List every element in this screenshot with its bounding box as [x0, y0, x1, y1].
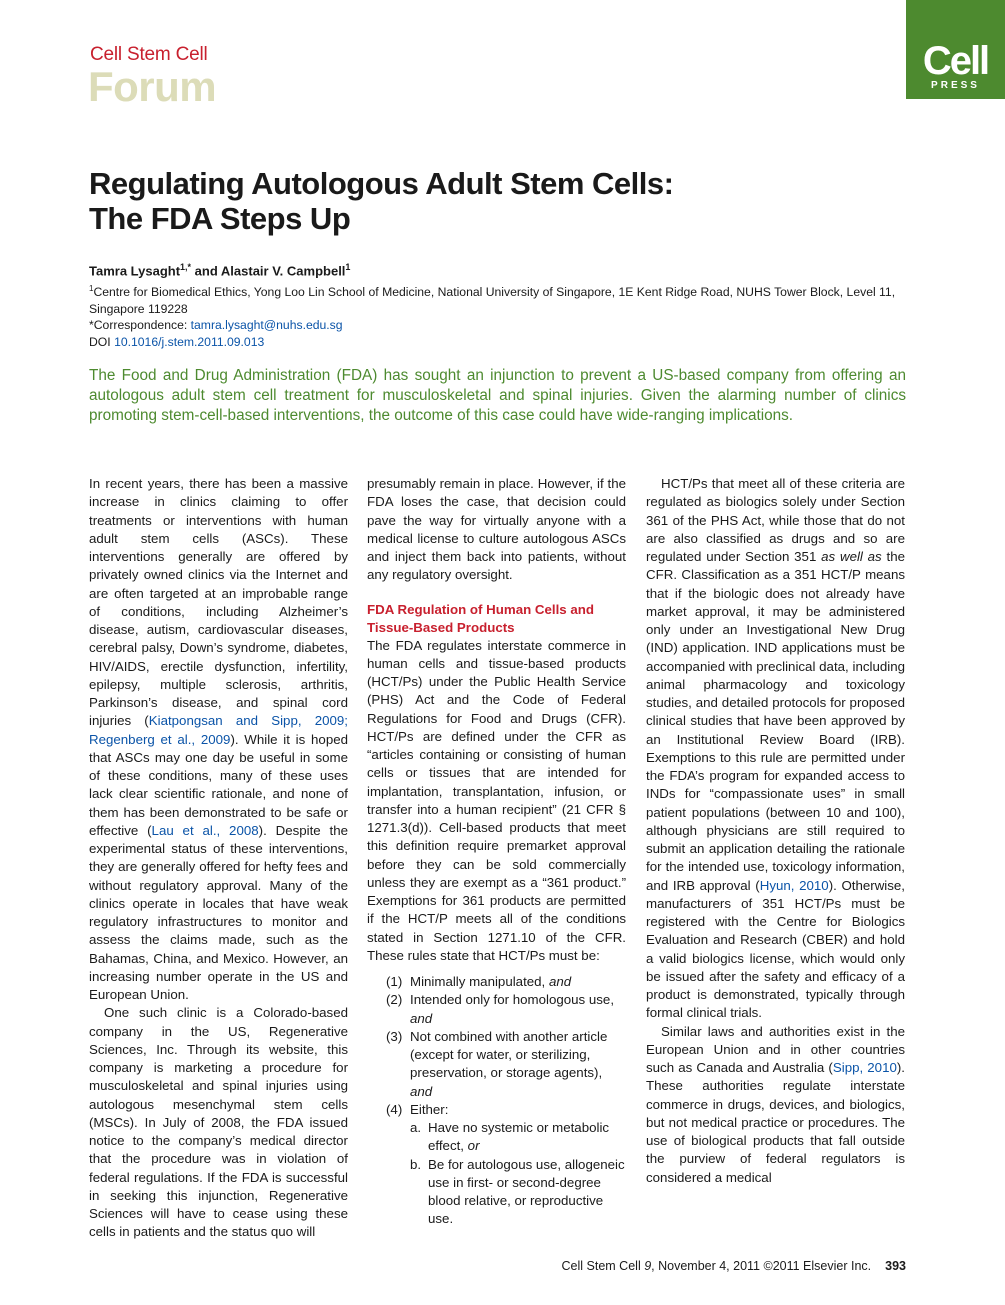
list-number: (3)	[386, 1028, 403, 1044]
logo-sub-text: PRESS	[931, 80, 980, 91]
list-item	[367, 973, 626, 991]
sublist-text: Have no systemic or metabolic effect,	[428, 1120, 610, 1154]
column-3	[646, 475, 905, 1187]
ref-link-kiatpongsan[interactable]: Kiatpongsan and Sipp, 2009; Regenberg et al., 2009	[89, 713, 348, 747]
author-and: and	[191, 263, 221, 279]
p5-text-a: Similar laws and authorities exist in the European Union and in other countries such as Canada and Australia (	[646, 1023, 905, 1075]
article-title	[89, 166, 909, 236]
logo-main-text: Cell	[922, 39, 989, 83]
p1-text-a: In recent years, there has been a massive increase in clinics claiming to offer treatments or interventions with human adult stem cells (ASCs). These interventions generally are offered by privately owned clinics via the Internet and are often targeted at an improbable range of conditions, including Alzheimer’s disease, autism, cardiovascular diseases, cerebral palsy, Down’s syndrome, diabetes, HIV/AIDS, erectile dysfunction, infertility, epilepsy, multiple sclerosis, arthritis, Parkinson’s disease, and spinal cord injuries (	[89, 476, 348, 729]
page-footer	[562, 1259, 906, 1273]
cell-press-logo-icon	[906, 0, 1005, 99]
sublist-item	[410, 1119, 626, 1156]
list-text: Not combined with another article (except for water, or sterilizing, preservation, or storage agents),	[410, 1028, 608, 1081]
abstract: The Food and Drug Administration (FDA) has sought an injunction to prevent a US-based company from offering an autologous adult stem cell treatment for musculoskeletal and spinal injuries. Given the alarming number of clinics promoting stem-cell-based interventions, the outcome of this case could have wide-ranging implications.	[89, 367, 906, 424]
title-line-2: The FDA Steps Up	[89, 201, 351, 236]
author-1: Tamra Lysaght	[89, 263, 181, 279]
p1-text-c: ). Despite the experimental status of these interventions, they are generally offered for hefty fees and without regulatory approval. Many of the clinics operate in locales that have weak regulatory infrastructures to monitor and assess the claims made, such as the Bahamas, China, and Mexico. However, an increasing number operate in the US and European Union.	[89, 822, 348, 1002]
affiliation-block	[89, 281, 909, 350]
affiliation: Centre for Biomedical Ethics, Yong Loo Lin School of Medicine, National University of Singapore, 1E Kent Ridge Road, NUHS Tower Block, Level 11, Singapore 119228	[89, 285, 896, 316]
ref-link-lau[interactable]: Lau et al., 2008	[151, 822, 259, 838]
list-number: (4)	[386, 1101, 403, 1117]
p5-text-b: ). These authorities regulate interstate commerce in drugs, devices, and biologics, but not medical practice or procedures. The use of biological products that fall outside the purview of federal regulators is considered a medical	[646, 1060, 905, 1185]
ref-link-sipp[interactable]: Sipp, 2010	[832, 1060, 897, 1075]
sublist-conjunction: or	[467, 1138, 480, 1154]
doi-label: DOI	[89, 334, 115, 349]
p4-text-c: ). Otherwise, manufacturers of 351 HCT/Ps must be registered with the Centre for Biologics Evaluation and Research (CBER) and hold a valid biologics license, which would only be issued after the safety and efficacy of a product is demonstrated, typically through formal clinical trials.	[646, 877, 906, 1021]
list-number: (1)	[386, 974, 403, 989]
paragraph-5	[646, 1023, 905, 1187]
criteria-list	[367, 973, 626, 1229]
footer-citation-b: , November 4, 2011 ©2011 Elsevier Inc.	[651, 1259, 872, 1273]
sublist-letter: b.	[410, 1156, 422, 1172]
p4-text-a: HCT/Ps that meet all of these criteria are regulated as biologics solely under Section 361 of the PHS Act, while those that do not are also classified as drugs and so are regulated under Section 351	[646, 476, 905, 564]
paragraph-2: One such clinic is a Colorado-based company in the US, Regenerative Sciences, Inc. Through its website, this company is marketing a procedure for musculoskeletal and spinal injuries using autologous mesenchymal stem cells (MSCs). In July of 2008, the FDA issued notice to the company’s medical director that the procedure was in violation of federal regulations. If the FDA is successful in seeking this injunction, Regenerative Sciences will have to cease using these cells in patients and the status quo will	[89, 1005, 348, 1240]
sublist-letter: a.	[410, 1120, 422, 1135]
section-label: Forum	[88, 63, 217, 110]
column-2	[367, 475, 626, 1229]
sublist-item	[410, 1156, 626, 1229]
footer-volume: 9	[644, 1259, 652, 1273]
column-1	[89, 475, 348, 1242]
p1-text-b: ). While it is hoped that ASCs may one day be useful in some of these conditions, many of these uses lack clear scientific rationale, and none of them has been demonstrated to be safe or effective (	[89, 731, 348, 838]
footer-citation-a: Cell Stem Cell	[561, 1259, 645, 1273]
page-number: 393	[885, 1259, 906, 1273]
paragraph-3: The FDA regulates interstate commerce in human cells and tissue-based products (HCT/Ps) under the Public Health Service (PHS) Act and the Code of Federal Regulations for Food and Drugs (CFR). HCT/Ps are defined under the CFR as “articles containing or consisting of human cells or tissues that are intended for implantation, transplantation, infusion, or transfer into a human recipient” (21 CFR § 1271.3(d)). Cell-based products that meet this definition require premarket approval before they can be sold commercially unless they are exempt as a “361 product.” Exemptions for 361 products are permitted if the HCT/P meets all of the conditions stated in Section 1271.10 of the CFR. These rules state that HCT/Ps must be:	[367, 637, 626, 963]
title-line-1: Regulating Autologous Adult Stem Cells:	[89, 166, 674, 201]
affil-marker: 1	[89, 284, 94, 293]
list-conjunction: and	[548, 974, 572, 989]
list-text: Either:	[410, 1101, 449, 1117]
author-2-affil: 1	[345, 262, 351, 272]
paragraph-2-continued: presumably remain in place. However, if the FDA loses the case, that decision could pave the way for virtually anyone with a medical license to culture autologous ASCs and inject them back into patients, without any regulatory oversight.	[367, 476, 626, 583]
list-item	[367, 991, 626, 1028]
author-1-affil: 1,*	[180, 262, 192, 272]
author-list	[89, 262, 350, 278]
list-text: Minimally manipulated,	[410, 974, 549, 989]
correspondence-label: *Correspondence:	[89, 318, 191, 333]
list-conjunction: and	[410, 1083, 433, 1099]
journal-name: Cell Stem Cell	[90, 44, 208, 65]
list-item	[367, 1101, 626, 1229]
criteria-sublist	[410, 1119, 626, 1229]
correspondence-email-link[interactable]: tamra.lysaght@nuhs.edu.sg	[190, 318, 343, 333]
list-conjunction: and	[410, 1010, 433, 1026]
author-2: Alastair V. Campbell	[220, 263, 346, 279]
doi-link[interactable]: 10.1016/j.stem.2011.09.013	[114, 334, 265, 349]
section-heading-fda-regulation: FDA Regulation of Human Cells and Tissue-Based Products	[367, 601, 595, 635]
paragraph-1	[89, 475, 348, 1004]
p4-text-b: the CFR. Classification as a 351 HCT/P means that if the biologic does not already have market approval, it may be administered only under an Investigational New Drug (IND) application. IND applications must be accompanied with preclinical data, including animal pharmacology and toxicology studies, and detailed protocols for proposed clinical studies that have been approved by an Institutional Review Board (IRB). Exemptions to this rule are permitted under the FDA’s program for expanded access to INDs for “compassionate uses” in small patient populations (between 10 and 100), although physicians are still required to submit an application detailing the rationale for the intended use, toxicology information, and IRB approval (	[646, 549, 905, 893]
p4-emphasis: as well as	[821, 549, 882, 564]
ref-link-hyun[interactable]: Hyun, 2010	[759, 877, 829, 893]
list-text: Intended only for homologous use,	[410, 992, 615, 1008]
list-number: (2)	[386, 992, 403, 1008]
paragraph-4	[646, 475, 905, 1023]
list-item	[367, 1028, 626, 1101]
sublist-text: Be for autologous use, allogeneic use in first- or second-degree blood relative, or reproductive use.	[428, 1156, 625, 1227]
